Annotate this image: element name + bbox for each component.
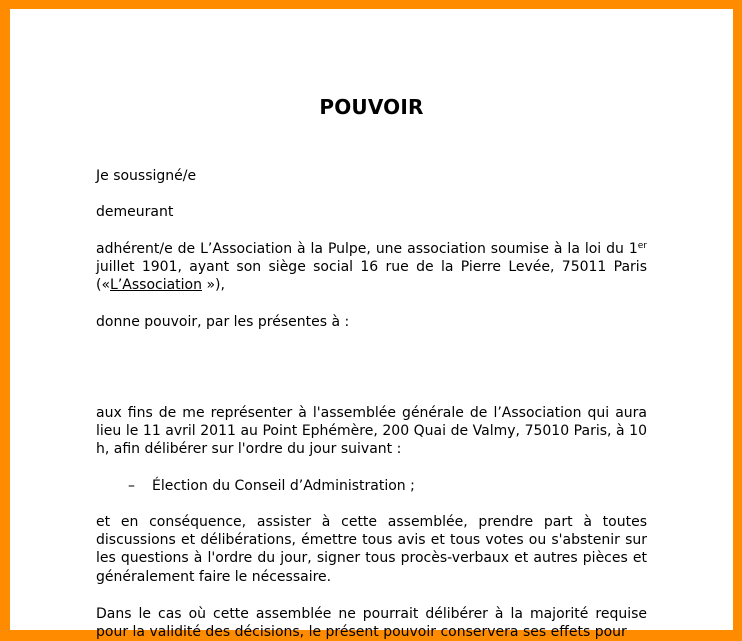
adherent-part3: »),	[202, 277, 225, 294]
consequence-paragraph	[96, 513, 647, 586]
association-underlined: L’Association	[110, 277, 202, 294]
soussigne-line	[96, 167, 647, 185]
agenda-item-text: Élection du Conseil d’Administration ;	[152, 478, 415, 494]
adherent-part2: juillet 1901, ayant son siège social 16 rue de la Pierre Levée, 75011 Paris («	[96, 259, 647, 294]
demeurant-line	[96, 203, 647, 221]
dans-le-cas-paragraph	[96, 605, 647, 641]
adherent-text	[96, 240, 647, 295]
agenda-list-item	[128, 477, 415, 495]
soussigne-text: Je soussigné/e	[96, 168, 197, 184]
document-title: POUVOIR	[319, 95, 424, 119]
adherent-part1: adhérent/e de L’Association à la Pulpe, une association soumise à la loi du 1	[96, 241, 638, 257]
bullet-dash: –	[128, 478, 135, 494]
demeurant-text: demeurant	[96, 204, 174, 220]
document-page	[10, 9, 733, 641]
donne-pouvoir-text: donne pouvoir, par les présentes à :	[96, 314, 350, 330]
aux-fins-paragraph	[96, 404, 647, 459]
dans-le-cas-text: Dans le cas où cette assemblée ne pourrait délibérer à la majorité requise pour la validité des décisions, le présent pouvoir conservera ses effets pour	[96, 606, 647, 641]
donne-pouvoir-line	[96, 313, 647, 331]
aux-fins-text: aux fins de me représenter à l'assemblée générale de l’Association qui aura lieu le 11 avril 2011 au Point Ephémère, 200 Quai de Valmy, 75010 Paris, à 10 h, afin délibérer sur l'ordre du jour suivant :	[96, 405, 647, 458]
consequence-text: et en conséquence, assister à cette assemblée, prendre part à toutes discussions et délibérations, émettre tous avis et tous votes ou s'abstenir sur les questions à l'ordre du jour, signer tous procès-verbaux et autres pièces et généralement faire le nécessaire.	[96, 514, 647, 585]
adherent-paragraph	[96, 240, 647, 295]
adherent-superscript: er	[637, 241, 647, 251]
